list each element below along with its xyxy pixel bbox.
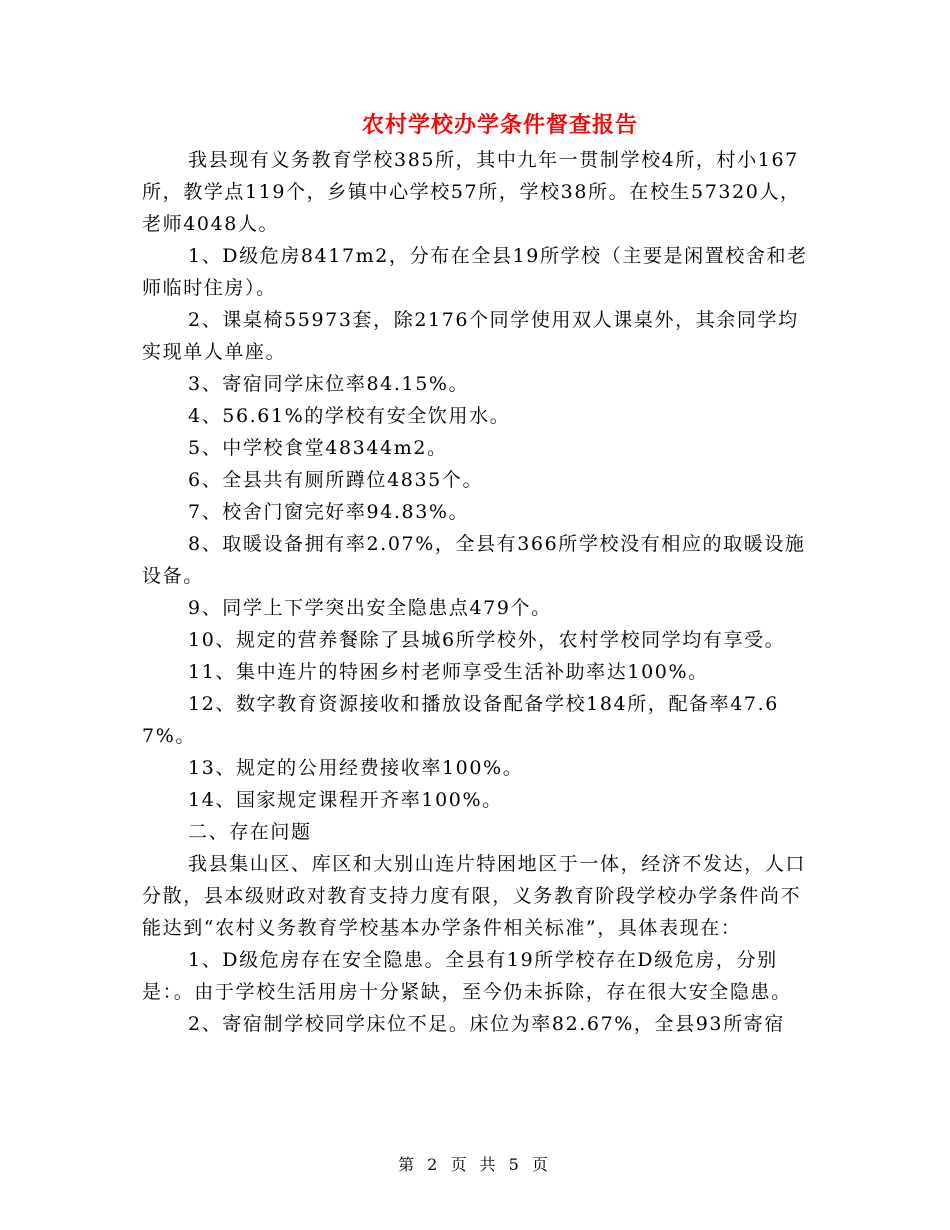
page-title: 农村学校办学条件督查报告 xyxy=(361,112,638,138)
paragraph: 12、数字教育资源接收和播放设备配备学校184所，配备率47.67%。 xyxy=(142,693,779,747)
paragraph: 我县集山区、库区和大别山连片特困地区于一体，经济不发达，人口分散，县本级财政对教育支持力度有限，义务教育阶段学校办学条件尚不能达到“农村义务教育学校基本办学条件相关标准”，具体表现在： xyxy=(142,853,807,939)
document-body xyxy=(142,144,810,1040)
paragraph: 1、D级危房8417m2，分布在全县19所学校（主要是闲置校舍和老师临时住房）。 xyxy=(142,245,808,299)
paragraph: 5、中学校食堂48344m2。 xyxy=(188,437,448,459)
paragraph: 2、课桌椅55973套，除2176个同学使用双人课桌外，其余同学均实现单人单座。 xyxy=(142,309,799,363)
paragraph: 8、取暖设备拥有率2.07%，全县有366所学校没有相应的取暖设施设备。 xyxy=(142,533,806,587)
paragraph: 11、集中连片的特困乡村老师享受生活补助率达100%。 xyxy=(188,661,709,683)
paragraph: 4、56.61%的学校有安全饮用水。 xyxy=(188,405,511,427)
paragraph: 我县现有义务教育学校385所，其中九年一贯制学校4所，村小167所，教学点119个，乡镇中心学校57所，学校38所。在校生57320人，老师4048人。 xyxy=(142,149,801,235)
paragraph: 3、寄宿同学床位率84.15%。 xyxy=(188,373,470,395)
paragraph: 7、校舍门窗完好率94.83%。 xyxy=(188,501,470,523)
paragraph: 6、全县共有厕所蹲位4835个。 xyxy=(188,469,484,491)
paragraph: 13、规定的公用经费接收率100%。 xyxy=(188,757,524,779)
paragraph: 1、D级危房存在安全隐患。全县有19所学校存在D级危房，分别是：。由于学校生活用房十分紧缺，至今仍未拆除，存在很大安全隐患。 xyxy=(142,949,792,1003)
paragraph: 14、国家规定课程开齐率100%。 xyxy=(188,789,503,811)
paragraph: 2、寄宿制学校同学床位不足。床位为率82.67%，全县93所寄宿 xyxy=(188,1013,785,1035)
page-footer: 第 2 页 共 5 页 xyxy=(398,1155,552,1174)
paragraph: 9、同学上下学突出安全隐患点479个。 xyxy=(188,597,552,619)
paragraph: 10、规定的营养餐除了县城6所学校外，农村学校同学均有享受。 xyxy=(188,629,786,651)
section-heading: 二、存在问题 xyxy=(188,821,312,843)
